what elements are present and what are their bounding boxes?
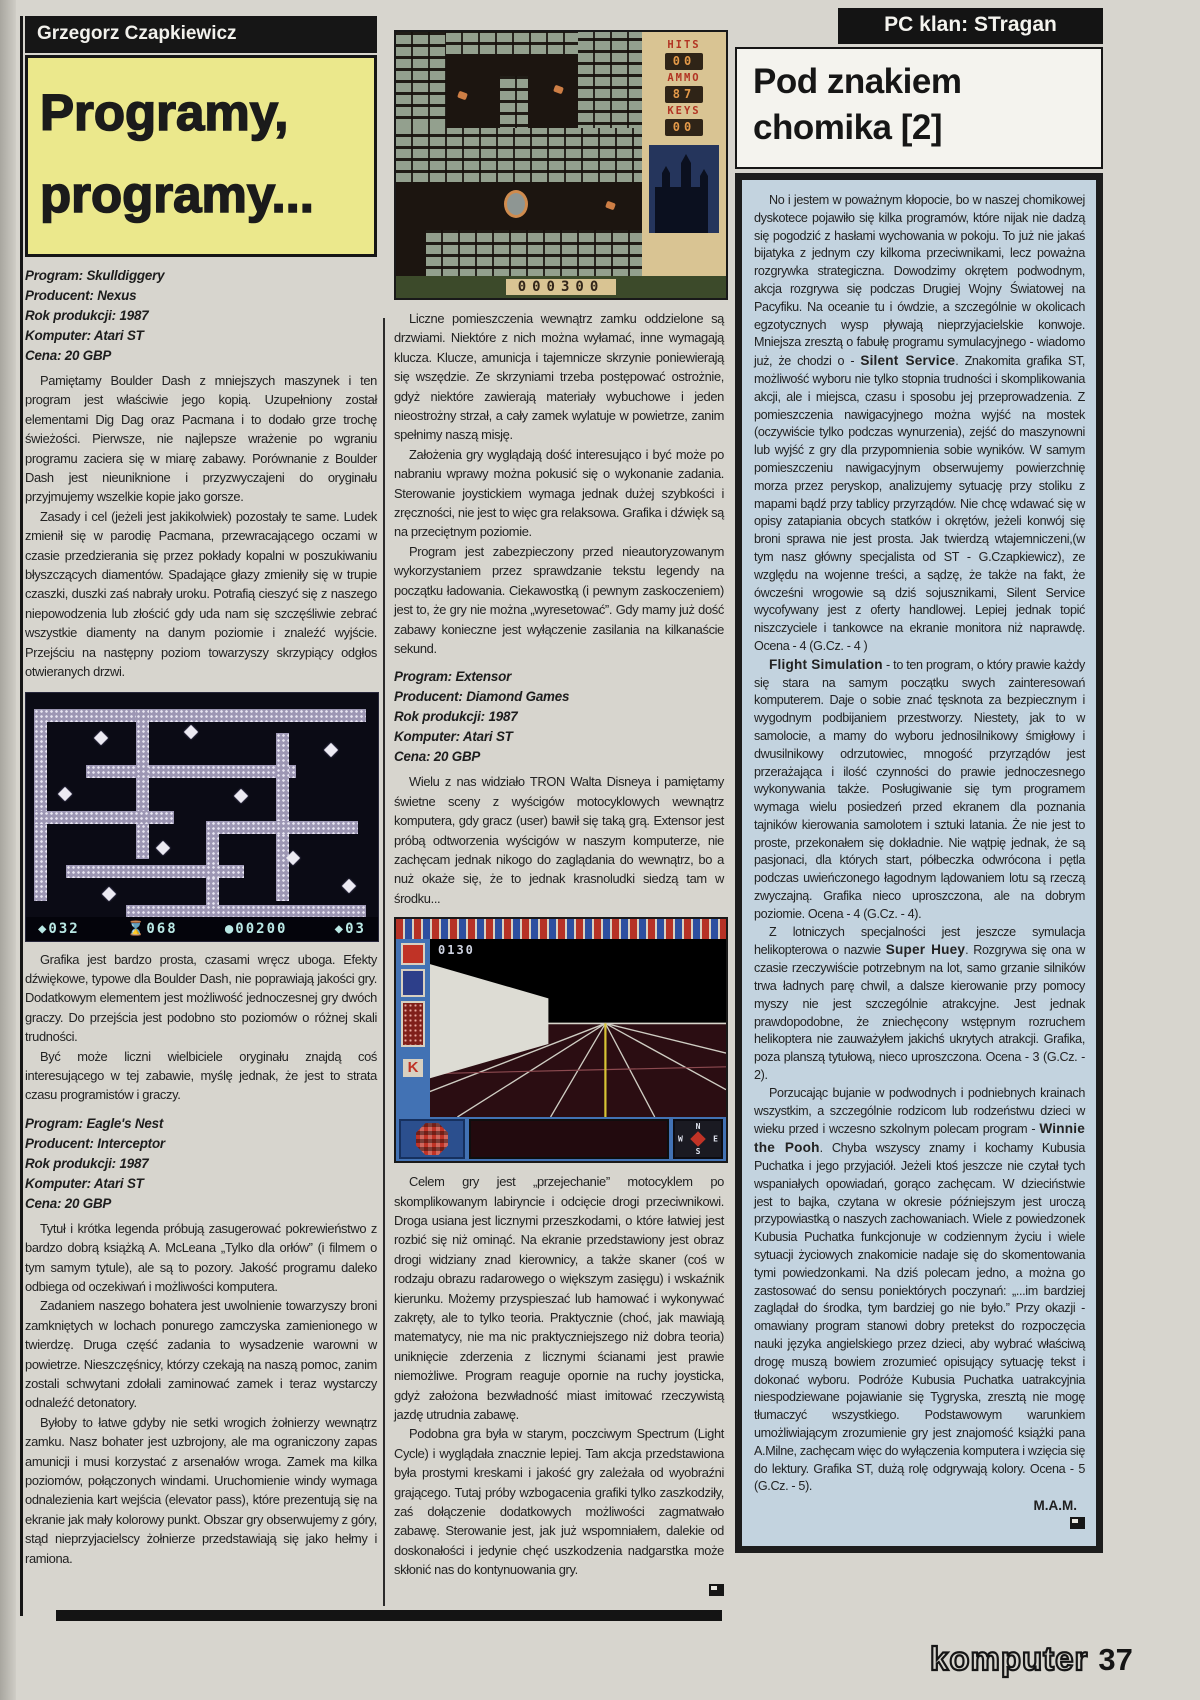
brick-wall xyxy=(426,230,642,276)
direction-indicator xyxy=(673,1119,723,1159)
compass-s: S xyxy=(695,1147,701,1157)
section-header-bar: PC klan: STragan xyxy=(838,8,1103,44)
right-article-title-box xyxy=(735,47,1103,169)
ammo-value: 87 xyxy=(665,86,703,103)
text-run: Program jest zabezpieczony przed nieautoryzowanym wykorzystaniem przez sprawdzanie tekstu legendy na początku ładowania. Ciekawostką (i pewnym zaskoczeniem) jest to, że gry nie można „wyresetować”. Gdy mamy już dość zabawy konieczne jest wyłączenie zasilania na kilkanaście sekund. xyxy=(394,543,724,656)
maze-path xyxy=(206,821,358,834)
paragraph xyxy=(394,1424,724,1579)
extensor-sidebar xyxy=(396,939,430,1117)
diamond-sprite xyxy=(94,730,108,744)
dungeon-view xyxy=(396,32,642,276)
ammo-pickup xyxy=(553,85,564,95)
compass-w: W xyxy=(678,1134,683,1144)
program-info-eagles-nest xyxy=(25,1114,377,1214)
right-title-line-2: chomika [2] xyxy=(753,108,942,147)
extensor-review-part1 xyxy=(394,772,724,908)
sidebar-icon xyxy=(401,969,425,997)
eagles-nest-screenshot xyxy=(394,30,728,300)
chomik-column-text xyxy=(754,192,1085,1496)
page-number: 37 xyxy=(1098,1642,1133,1677)
extensor-3d-view xyxy=(430,939,726,1117)
paragraph xyxy=(25,1413,377,1568)
program-info-extensor xyxy=(394,667,724,767)
timer-readout: 0130 xyxy=(438,943,475,958)
page-footer xyxy=(930,1640,1133,1678)
scan-gutter xyxy=(0,0,16,1700)
time-counter: ⌛068 xyxy=(126,920,178,937)
diamond-sprite xyxy=(342,878,356,892)
hits-label: HITS xyxy=(667,39,701,51)
program-info-line: Producent: Interceptor xyxy=(25,1135,165,1151)
text-run: Porzucając bujanie w podwodnych i podniebnych krainach wszystkim, a szczególnie rodzicom lub rodzeństwu dzieci w wieku przed i wczesno szkolnym polecam program - xyxy=(754,1085,1085,1137)
compass-e: E xyxy=(713,1134,718,1144)
brick-wall xyxy=(396,128,642,182)
skulldiggery-screenshot xyxy=(25,692,379,942)
text-run: . Znakomita grafika ST, możliwość wyboru nie tylko stopnia trudności i skomplikowania akcji, ale i miejsca, czasu i sposobu jej przeprowadzenia. Z pomieszczenia nawigacyjnego można wyjść na mostek (oczywiście tylko podczas wynurzenia), zejść do maszynowni lub wyjść z gry dla przypomnienia sobie wyników. W samym pomieszczeniu nawigacyjnym obserwujemy powierzchnię morza przez peryskop, analizujemy sytuację przy stoliku z mapami bądź przy tablicy przyrządów. Nie chcę wdawać się w opisy zatapiania obcych statków i okrętów, jeżeli konwój się broni sprawa nie jest prosta. Jak twierdzą wtajemniczeni,(w tym nasz główny specjalista od ST - G.Czapkiewicz), ze względu na wojenne treści, a sądzę, że także na fakt, że ówcześni wrogowie są dziś sojusznikami, Silent Service wycofywany jest z oferty handlowej. Lepiej jednak topić niszczyciele i tankowce na ekranie monitora niż naprawdę. Ocena - 4 (G.Cz. - 4 ) xyxy=(754,354,1085,653)
hits-value: 00 xyxy=(665,53,703,70)
maze-path xyxy=(34,709,47,901)
keys-value: 00 xyxy=(665,119,703,136)
right-article-panel xyxy=(735,173,1103,1553)
compass-n: N xyxy=(695,1122,701,1132)
paragraph xyxy=(25,507,377,682)
program-info-line: Rok produkcji: 1987 xyxy=(25,308,149,323)
maze-path xyxy=(34,811,174,824)
paragraph xyxy=(754,656,1085,924)
middle-column xyxy=(394,30,724,1601)
text-run: Grafika jest bardzo prosta, czasami wręcz uboga. Efekty dźwiękowe, typowe dla Boulder Dash, nie poprawiają jakości gry. Dodatkowym elementem jest możliwość jednoczesnej gry dwóch graczy. Do przejścia jest podobno sto poziomów o różnej skali trudności. xyxy=(25,951,377,1045)
ammo-pickup xyxy=(605,201,616,211)
perspective-grid xyxy=(430,939,726,1117)
article-title-line-1: Programy, xyxy=(40,84,289,141)
text-run: Byłoby to łatwe gdyby nie setki wrogich żołnierzy wewnątrz zamku. Nasz bohater jest uzbrojony, ale ma ograniczony zapas amunicji i musi korzystać z arsenałów wroga. Zamek ma kilka poziomów, połączonych windami. Uruchomienie windy wymaga odnalezienia kart wejścia (elevator pass), które prezentują się na ekranie jak mały kolorowy punkt. Obszar gry obserwujemy z góry, stąd nieprzyjacielscy żołnierze przedstawiają się jako hełmy i ramiona. xyxy=(25,1414,377,1566)
text-run: Być może liczni wielbiciele oryginału znajdą coś interesującego w tej zabawie, myślę jednak, że jest to strata czasu programistów i graczy. xyxy=(25,1048,377,1103)
extensor-screenshot xyxy=(394,917,728,1163)
logo-letter: K xyxy=(403,1059,423,1077)
diamond-sprite xyxy=(156,840,170,854)
skulldiggery-review-part2 xyxy=(25,950,377,1105)
paragraph xyxy=(25,1219,377,1297)
castle-picture xyxy=(649,145,719,233)
paragraph xyxy=(754,1085,1085,1496)
author-signature: M.A.M. xyxy=(1033,1498,1077,1514)
right-title-line-1: Pod znakiem xyxy=(753,62,962,101)
bold-program-name: Flight Simulation xyxy=(769,656,883,672)
program-info-line: Komputer: Atari ST xyxy=(394,729,513,745)
soldier-sprite xyxy=(504,190,528,218)
maze-path xyxy=(66,865,244,878)
sidebar-gauge xyxy=(401,1001,425,1047)
paragraph xyxy=(754,192,1085,656)
text-run: No i jestem w poważnym kłopocie, bo w naszej chomikowej dyskotece pojawiło się kilka programów, które nijak nie dadzą się pogodzić z hasłami wychowania w pokoju. To już nie jakaś bijatyka z jednym czy kilkoma przeciwnikami, lecz poważna rozgrywka strategiczna. Dowodzimy okrętem podwodnym, akcja rozgrywa się podczas Drugiej Wojny Światowej na Pacyfiku. Na oceanie tu i ówdzie, a szczególnie w okolicach egzotycznych wysp pływają nieprzyjacielskie konwoje. Mniejsza zresztą o fabułę programu symulacyjnego - wiadomo już, że chodzi o - xyxy=(754,193,1085,369)
eagles-nest-score-bar xyxy=(396,276,726,298)
diamond-sprite xyxy=(234,788,248,802)
sidebar-icon xyxy=(401,943,425,965)
text-run: Pamiętamy Boulder Dash z mniejszych maszynek i ten program jest właściwie jego kopią. Uzupełniony został elementami Dig Dag oraz Pacmana i to dodało grze trochę świeżości. Pierwsze, nie najlepsze wrażenie po wgraniu programu zaciera się w miarę zabawy. Porównanie z Boulder Dash jest nieuniknione i przyzwyczajeni do oryginału przyjmujemy wszelkie kopie jako gorsze. xyxy=(25,373,377,505)
program-info-line: Cena: 20 GBP xyxy=(394,749,481,765)
brick-wall xyxy=(446,32,578,54)
eagles-nest-review-continued xyxy=(394,309,724,658)
level-counter: ◆03 xyxy=(334,920,366,937)
scanner-map xyxy=(399,1119,465,1159)
text-run: Z lotniczych specjalności jest jeszcze symulacja helikopterowa o nazwie xyxy=(754,924,1085,958)
checker-border xyxy=(396,919,726,939)
text-run: - to ten program, o który prawie każdy się stara na samym początku swych zainteresowań komputerem. Daje o sobie znać tęsknota za bezpiecznym i wygodnym podbijaniem przestworzy. Niestety, jak to w samolocie, a mamy do wyboru jednosilnikowy śmigłowy i dwusilnikowy odrzutowiec, mnogość przyrządów jest przerażająca i ilość czynności do prawie jednoczesnego wykonywania także. Posługiwanie się tym programem wymaga wielu posiedzeń przed ekranem dla poznania tajników kierowania samolotem i sztuki latania. Że nie jest to proste, przekonałem się dokładnie. Nie wątpię jednak, że są pasjonaci, dla których start, półbeczka odwrócona i pętla podczas uwieńczonego łagodnym lądowaniem lotu są rzeczą zwyczajną. Grafika nieco uproszczona, ale na dobrym poziomie. Ocena - 4 (G.Cz. - 4). xyxy=(754,657,1085,921)
diamond-sprite xyxy=(324,742,338,756)
article-bottom-rule xyxy=(56,1610,722,1621)
eagles-nest-review xyxy=(25,1219,377,1568)
diamond-sprite xyxy=(58,786,72,800)
paragraph xyxy=(394,1172,724,1424)
article-end-line xyxy=(394,1583,724,1601)
paragraph xyxy=(25,1296,377,1412)
program-info-line: Komputer: Atari ST xyxy=(25,328,144,343)
right-column xyxy=(735,8,1103,1553)
program-info-line: Program: Eagle's Nest xyxy=(25,1115,164,1131)
article-left-rule xyxy=(20,16,23,1616)
skulldiggery-review-part1 xyxy=(25,371,377,682)
article-end-line xyxy=(754,1516,1085,1534)
end-of-article-icon xyxy=(709,1584,724,1596)
program-info-line: Producent: Nexus xyxy=(25,288,137,303)
program-info-line: Producent: Diamond Games xyxy=(394,689,570,705)
paragraph xyxy=(394,542,724,658)
program-info-line: Komputer: Atari ST xyxy=(25,1175,144,1191)
maze-path xyxy=(86,765,296,778)
program-info-line: Rok produkcji: 1987 xyxy=(25,1155,149,1171)
paragraph xyxy=(394,309,724,445)
program-info-line: Rok produkcji: 1987 xyxy=(394,709,518,725)
paragraph xyxy=(25,950,377,1047)
bold-program-name: Winnie the Pooh xyxy=(754,1121,1085,1156)
text-run: Celem gry jest „przejechanie” motocyklem po skomplikowanym labiryncie i odcięcie drogi przeciwnikowi. Droga usiana jest licznymi przeszkodami, o które łatwiej jest rozbić się niż ominąć. Na ekranie przedstawiony jest obraz drogi widziany znad kierownicy, a także skaner (coś w rodzaju obrazu radarowego o większym zasięgu) i wskaźnik kierunku. Możemy przyspieszać lub hamować i wykonywać zakręty, ale to tylko teoria. Praktycznie (choć, jak mawiają matematycy, nie ma nic praktyczniejszego niż dobra teoria) uniknięcie zderzenia z licznymi ścianami jest prawie niemożliwe. Program reaguje opornie na ruchy joysticka, gdyż założona bezwładność miast imitować rzeczywistą jazdę utrudnia zabawę. xyxy=(394,1174,724,1423)
maze-path xyxy=(34,709,366,722)
bold-program-name: Silent Service xyxy=(860,353,956,369)
diamond-sprite xyxy=(102,886,116,900)
brick-wall xyxy=(396,32,446,128)
diamond-sprite xyxy=(184,724,198,738)
points-counter: ●00200 xyxy=(224,920,288,937)
text-run: Podobna gra była w starym, poczciwym Spectrum (Light Cycle) i wyglądała znacznie lepiej. Tam akcja przedstawiona była prostymi kreskami i jakość gry zależała od wyobraźni grającego. Tutaj próby wzbogacenia grafiki tylko zaszkodziły, zaś dołączenie dodatkowych możliwości zagmatwało zabawę. Sterowanie jest, jak już wspomniałem, dalekie od doskonałości i jedynie chęć uszkodzenia nadgarstka może skłonić nas do kontynuowania gry. xyxy=(394,1426,724,1578)
program-info-line: Program: Extensor xyxy=(394,669,512,685)
text-run: . Chyba wszyscy znamy i kochamy Kubusia Puchatka i jego przyjaciół. Jeżeli ktoś jeszcze nie czytał tych wspaniałych opowiadań, gorąco zachęcam. W dzieciństwie jest to bajka, czytana w okresie późniejszym jest uroczą przypowiastką o naszych zachowaniach. Wiele z powiedzonek Kubusia Puchatka funkcjonuje w codziennym życiu i wiele sytuacji życiowych znakomicie nadaje się do skomentowania tymi powiedzonkami. Na dziś polecam jedno, a można go zastosować do sensu poniektórych poczynań: „...im bardziej zaglądał do środka, tym bardziej go nie było.” Przy okazji - omawiany program stanowi dobry pretekst do rozpoczęcia nauki języka angielskiego przez dzieci, aby wybrać właściwą drogę muszą bowiem zrozumieć opisujący sytuację tekst i dokonać wyboru. Podróże Kubusia Puchatka uatrakcyjnia niespodziewane pojawianie się Tygryska, zresztą nie mogę tłumaczyć wszystkiego. Podstawowym warunkiem umożliwiającym zrozumienie gry jest znajomość książki pana A.Milne, zachęcam więc do wyłączenia komputera i wzięcia się do lektury. Grafika ST, dużą rolę odgrywają kolory. Ocena - 5 (G.Cz. - 5). xyxy=(754,1141,1085,1494)
article-title-box xyxy=(25,55,377,257)
program-info-line: Cena: 20 GBP xyxy=(25,1195,112,1211)
paragraph xyxy=(754,924,1085,1085)
bold-program-name: Super Huey xyxy=(885,942,966,958)
text-run: . Rozgrywa się ona w czasie rzeczywiście potrzebnym na lot, samo grzanie silników trwa ładnych parę chwil, a dalsze kierowanie przy pomocy myszy nie jest szczególnie atrakcyjne. Jest jednak prawdopodobne, że zniechęcony wstępnym rozruchem helikoptera nie zauważyłem jakichś ukrytych atrakcji. Grafika, poza planszą tytułową, nieco uproszczona. Ocena - 3 (G.Cz. - 2). xyxy=(754,943,1085,1083)
eagles-nest-status-panel xyxy=(642,32,726,276)
komputer-logo: komputer xyxy=(930,1640,1089,1677)
program-info-line: Cena: 20 GBP xyxy=(25,348,112,363)
extensor-dashboard xyxy=(396,1117,726,1161)
keys-label: KEYS xyxy=(667,105,701,117)
ammo-label: AMMO xyxy=(667,72,701,84)
compass-needle xyxy=(690,1131,706,1147)
text-run: Zadaniem naszego bohatera jest uwolnienie towarzyszy broni zamkniętych w lochach ponurego zamczyska zamienionego w twierdzę. Druga część zadania to wysadzenie warowni w powietrze. Nieszczęśnicy, którzy czekają na naszą pomoc, zanim zostali schwytani zdołali zaminować zamek i teraz wystarczy odnaleźć detonatory. xyxy=(25,1298,377,1411)
maze-path xyxy=(136,709,149,859)
skulldiggery-status-bar xyxy=(26,917,378,941)
column-divider-rule xyxy=(383,318,385,1606)
program-info-line: Program: Skulldiggery xyxy=(25,268,165,283)
extensor-review-part2 xyxy=(394,1172,724,1580)
text-run: Wielu z nas widziało TRON Walta Disneya i pamiętamy świetne sceny z wyścigów motocyklowych wewnątrz komputera, gdy gracz (user) bawił się taką grą. Extensor jest próbą odtworzenia wyścigów w naszym komputerze, nie zachęcam jednak nikogo do zaglądania do wewnątrz, bo a nuż okaże się, że to jednak krasnoludki siedzą tam w środku... xyxy=(394,774,724,906)
radar-octagon xyxy=(416,1123,448,1155)
paragraph xyxy=(394,772,724,908)
eagles-nest-game-view xyxy=(396,32,726,276)
ammo-pickup xyxy=(457,91,468,101)
end-of-article-icon xyxy=(1070,1517,1085,1529)
score-counter: ◆032 xyxy=(38,920,80,937)
dashboard-screen xyxy=(469,1119,669,1159)
score-value: 000300 xyxy=(506,279,617,295)
paragraph xyxy=(25,1047,377,1105)
text-run: Założenia gry wyglądają dość interesująco i być może po nabraniu wprawy można pokusić się o wykonanie zadania. Sterowanie joystickiem wymaga jednak dużej szybkości i zręczności, nie jest to więc gra relaksowa. Grafika i dźwięk są na przeciętnym poziomie. xyxy=(394,446,724,540)
maze-path xyxy=(126,905,366,917)
text-run: Tytuł i krótka legenda próbują zasugerować pokrewieństwo z bardzo dobrą książką A. McLeana „Tylko dla orłów” (i filmem o tym samym tytule), ale są to pozory. Jakość programu daleko odbiega od oczekiwań i możliwości komputera. xyxy=(25,1220,377,1294)
paragraph xyxy=(394,445,724,542)
program-info-skulldiggery xyxy=(25,266,377,366)
maze-path xyxy=(276,733,289,901)
text-run: Liczne pomieszczenia wewnątrz zamku oddzielone są drzwiami. Niektóre z nich można wyłamać, inne wymagają klucza. Klucze, amunicja i tajemnicze skrzynie poniewierają się wszędzie. Ze skrzyniami trzeba postępować ostrożnie, gdyż niektóre zawierają materiały wybuchowe i jeden nieostrożny strzał, a cały zamek wylatuje w powietrze, zanim spełnimy naszą misję. xyxy=(394,311,724,443)
article-title-line-2: programy... xyxy=(40,166,314,223)
paragraph xyxy=(25,371,377,507)
left-column xyxy=(25,16,377,1568)
text-run: Zasady i cel (jeżeli jest jakikolwiek) pozostały te same. Ludek zmienił się w parodię Pacmana, przewracającego oczami w czasie przedzierania się przez pokłady kopalni w poszukiwaniu błyszczących diamentów. Spadające głazy zmieniły się w trupie czaszki, duszki zaś nabrały uroku. Potrafią cieszyć się z naszego niepowodzenia lub złościć gdy uda nam się szczęśliwie zebrać wszystkie diamenty na danym poziomie i znaleźć wyjście. Przejściu na następny poziom towarzyszy skrzypiący odgłos otwieranych drzwi. xyxy=(25,508,377,680)
author-bar: Grzegorz Czapkiewicz xyxy=(25,16,377,53)
